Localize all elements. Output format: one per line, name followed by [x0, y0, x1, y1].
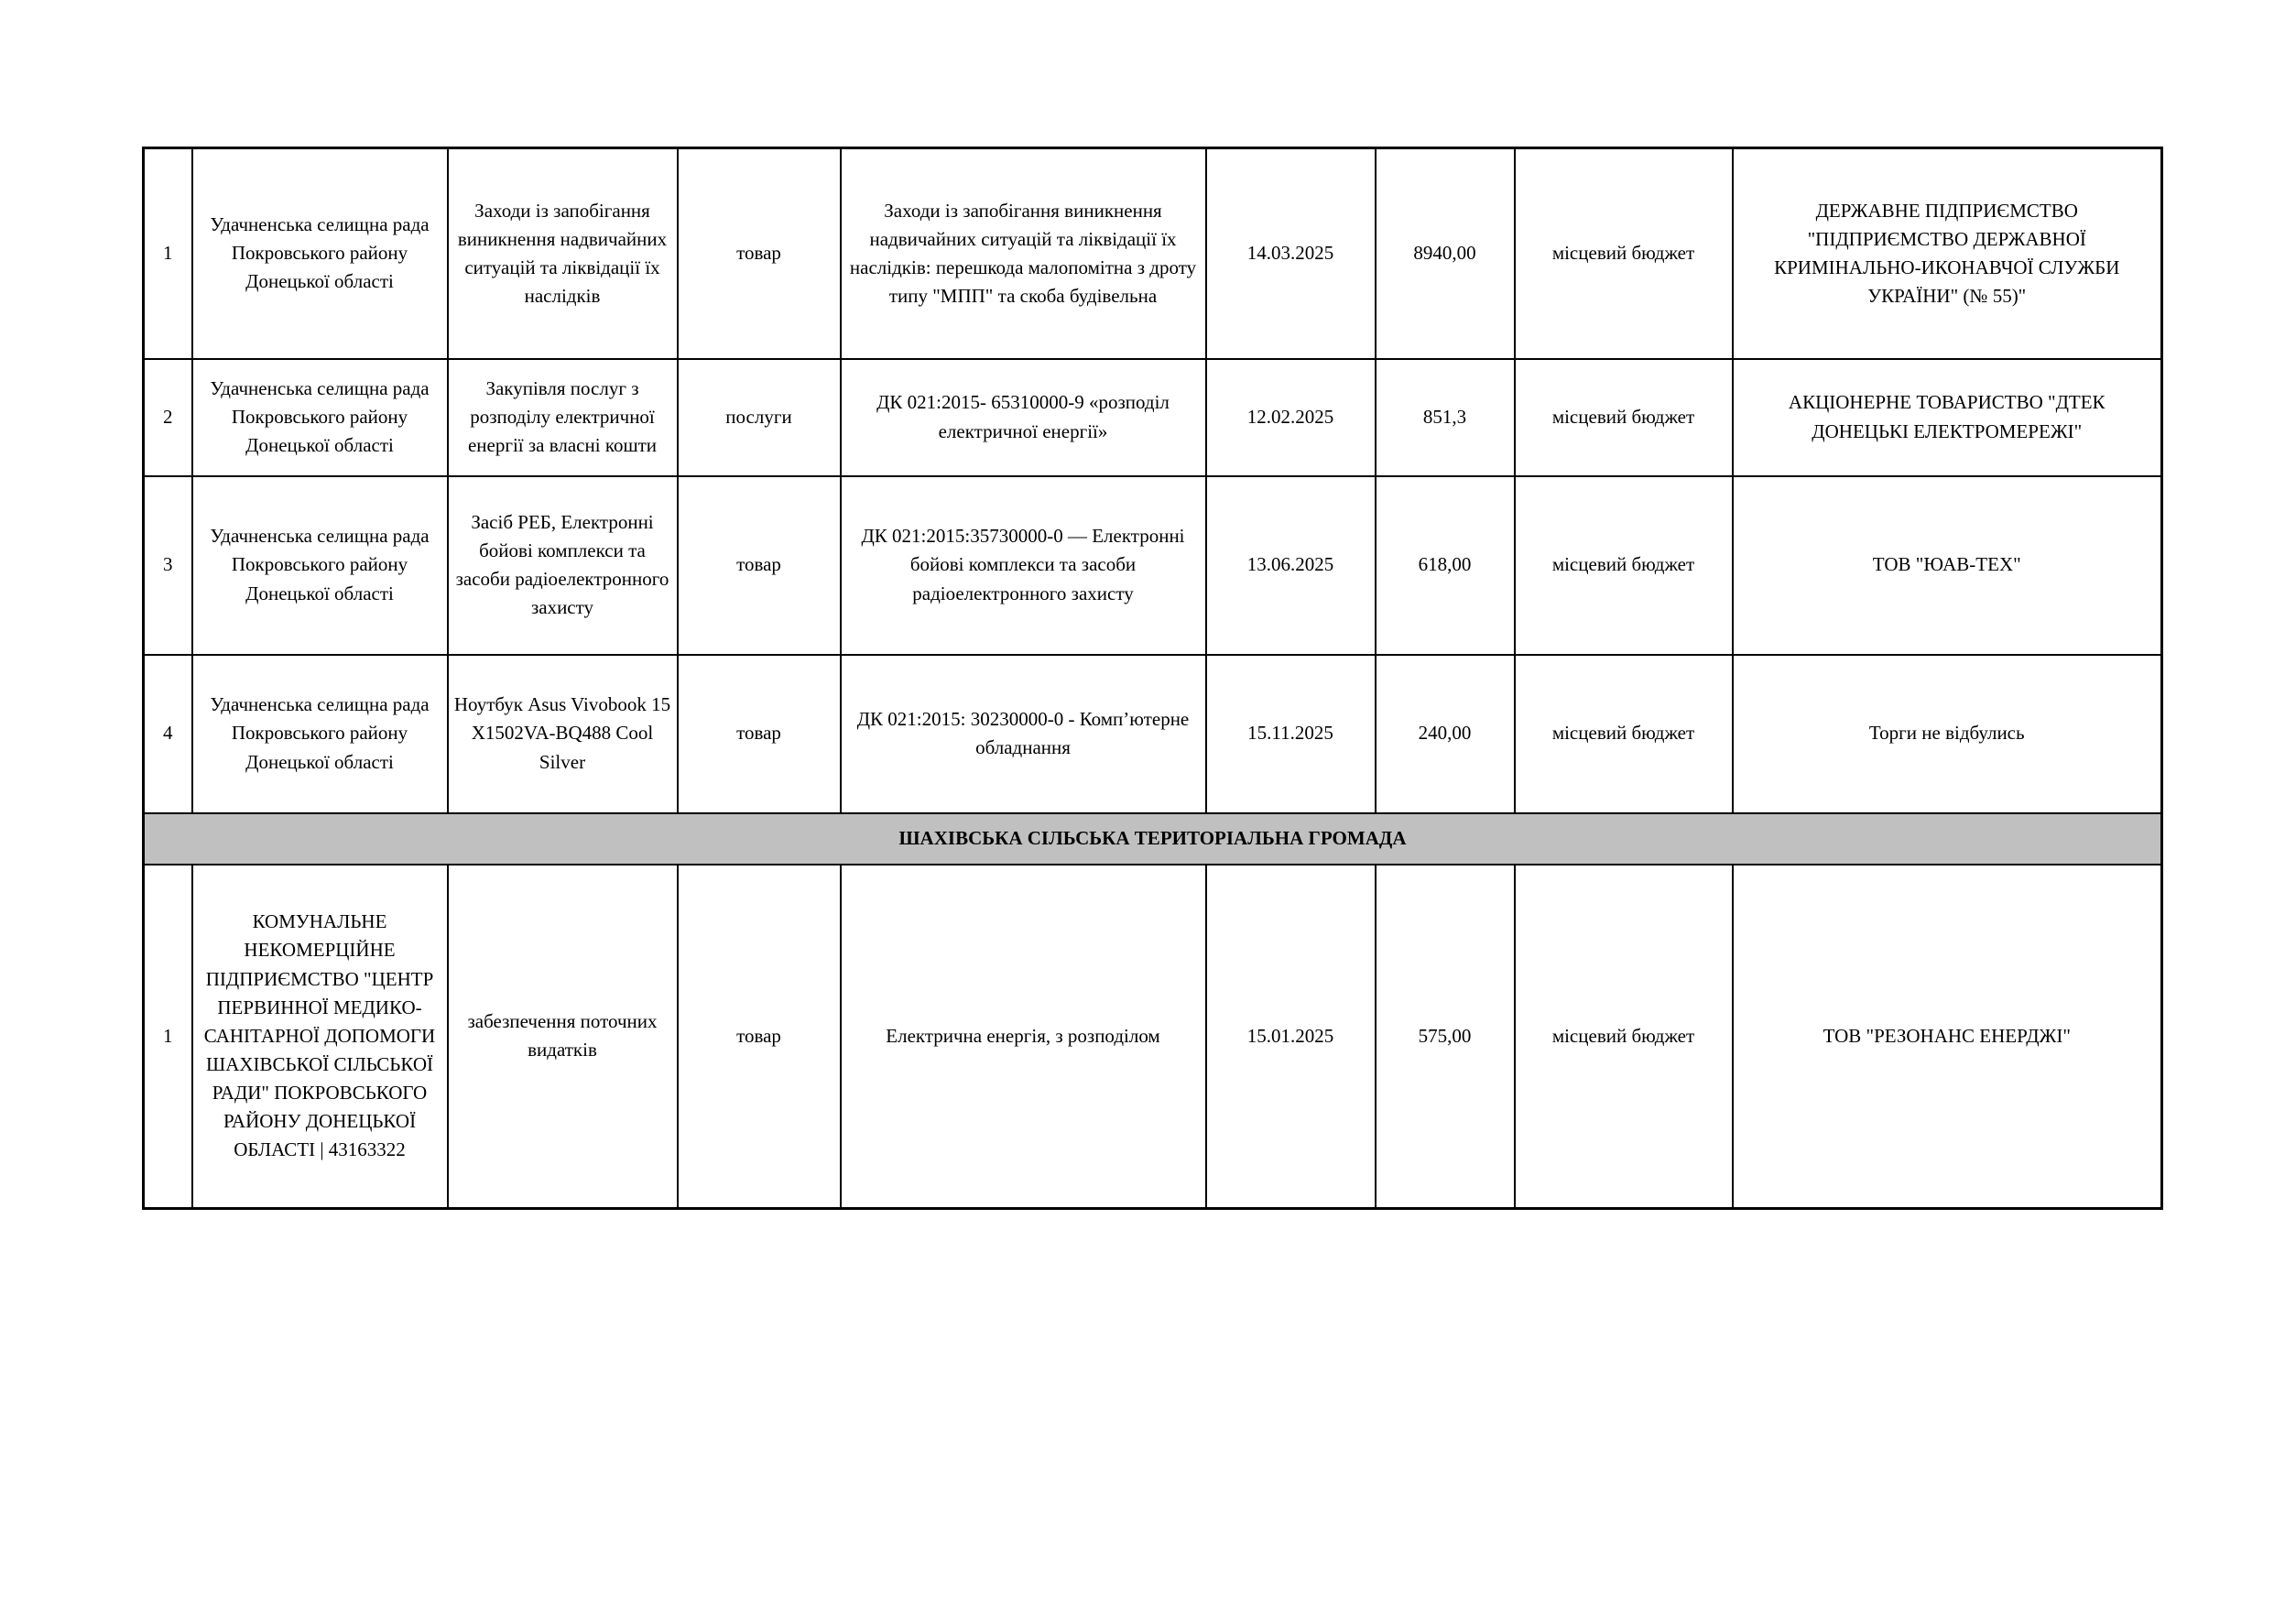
- procurement-table: [142, 147, 2163, 1210]
- cell-number: 2: [144, 359, 192, 476]
- table-row: [144, 476, 2162, 655]
- cell-number: 4: [144, 655, 192, 813]
- cell-subject: Ноутбук Asus Vivobook 15 X1502VA-BQ488 Cool Silver: [448, 655, 678, 813]
- cell-type: товар: [678, 865, 841, 1209]
- cell-supplier: ТОВ "ЮАВ-ТЕХ": [1733, 476, 2162, 655]
- cell-subject: Заходи із запобігання виникнення надвичайних ситуацій та ліквідації їх наслідків: [448, 148, 678, 359]
- cell-description: ДК 021:2015: 30230000-0 - Комп’ютерне обладнання: [841, 655, 1206, 813]
- cell-amount: 851,3: [1376, 359, 1515, 476]
- cell-budget: місцевий бюджет: [1515, 865, 1733, 1209]
- cell-date: 15.01.2025: [1206, 865, 1376, 1209]
- cell-supplier: АКЦІОНЕРНЕ ТОВАРИСТВО "ДТЕК ДОНЕЦЬКІ ЕЛЕКТРОМЕРЕЖІ": [1733, 359, 2162, 476]
- section-header: ШАХІВСЬКА СІЛЬСЬКА ТЕРИТОРІАЛЬНА ГРОМАДА: [144, 813, 2162, 865]
- cell-amount: 8940,00: [1376, 148, 1515, 359]
- cell-subject: Закупівля послуг з розподілу електричної енергії за власні кошти: [448, 359, 678, 476]
- table-row: [144, 359, 2162, 476]
- cell-entity: Удачненська селищна рада Покровського району Донецької області: [192, 359, 448, 476]
- section-header-row: [144, 813, 2162, 865]
- cell-date: 12.02.2025: [1206, 359, 1376, 476]
- cell-type: послуги: [678, 359, 841, 476]
- cell-subject: забезпечення поточних видатків: [448, 865, 678, 1209]
- cell-supplier: Торги не відбулись: [1733, 655, 2162, 813]
- cell-number: 3: [144, 476, 192, 655]
- cell-number: 1: [144, 865, 192, 1209]
- cell-description: ДК 021:2015- 65310000-9 «розподіл електричної енергії»: [841, 359, 1206, 476]
- cell-type: товар: [678, 476, 841, 655]
- cell-type: товар: [678, 148, 841, 359]
- cell-date: 13.06.2025: [1206, 476, 1376, 655]
- cell-entity: КОМУНАЛЬНЕ НЕКОМЕРЦІЙНЕ ПІДПРИЄМСТВО "ЦЕНТР ПЕРВИННОЇ МЕДИКО-САНІТАРНОЇ ДОПОМОГИ ШАХІВСЬКОЇ СІЛЬСЬКОЇ РАДИ" ПОКРОВСЬКОГО РАЙОНУ ДОНЕЦЬКОЇ ОБЛАСТІ | 43163322: [192, 865, 448, 1209]
- cell-description: ДК 021:2015:35730000-0 — Електронні бойові комплекси та засоби радіоелектронного захисту: [841, 476, 1206, 655]
- cell-budget: місцевий бюджет: [1515, 359, 1733, 476]
- cell-description: Електрична енергія, з розподілом: [841, 865, 1206, 1209]
- table-row: [144, 865, 2162, 1209]
- cell-budget: місцевий бюджет: [1515, 655, 1733, 813]
- cell-subject: Засіб РЕБ, Електронні бойові комплекси та засоби радіоелектронного захисту: [448, 476, 678, 655]
- cell-budget: місцевий бюджет: [1515, 148, 1733, 359]
- cell-amount: 240,00: [1376, 655, 1515, 813]
- cell-amount: 618,00: [1376, 476, 1515, 655]
- cell-amount: 575,00: [1376, 865, 1515, 1209]
- cell-description: Заходи із запобігання виникнення надвичайних ситуацій та ліквідації їх наслідків: перешкода малопомітна з дроту типу "МПП" та скоба будівельна: [841, 148, 1206, 359]
- cell-type: товар: [678, 655, 841, 813]
- cell-date: 15.11.2025: [1206, 655, 1376, 813]
- cell-entity: Удачненська селищна рада Покровського району Донецької області: [192, 655, 448, 813]
- cell-entity: Удачненська селищна рада Покровського району Донецької області: [192, 476, 448, 655]
- cell-supplier: ТОВ "РЕЗОНАНС ЕНЕРДЖІ": [1733, 865, 2162, 1209]
- cell-budget: місцевий бюджет: [1515, 476, 1733, 655]
- cell-supplier: ДЕРЖАВНЕ ПІДПРИЄМСТВО "ПІДПРИЄМСТВО ДЕРЖАВНОЇ КРИМІНАЛЬНО-ИКОНАВЧОЇ СЛУЖБИ УКРАЇНИ" (№ 55)": [1733, 148, 2162, 359]
- cell-date: 14.03.2025: [1206, 148, 1376, 359]
- table-row: [144, 655, 2162, 813]
- cell-number: 1: [144, 148, 192, 359]
- cell-entity: Удачненська селищна рада Покровського району Донецької області: [192, 148, 448, 359]
- table-row: [144, 148, 2162, 359]
